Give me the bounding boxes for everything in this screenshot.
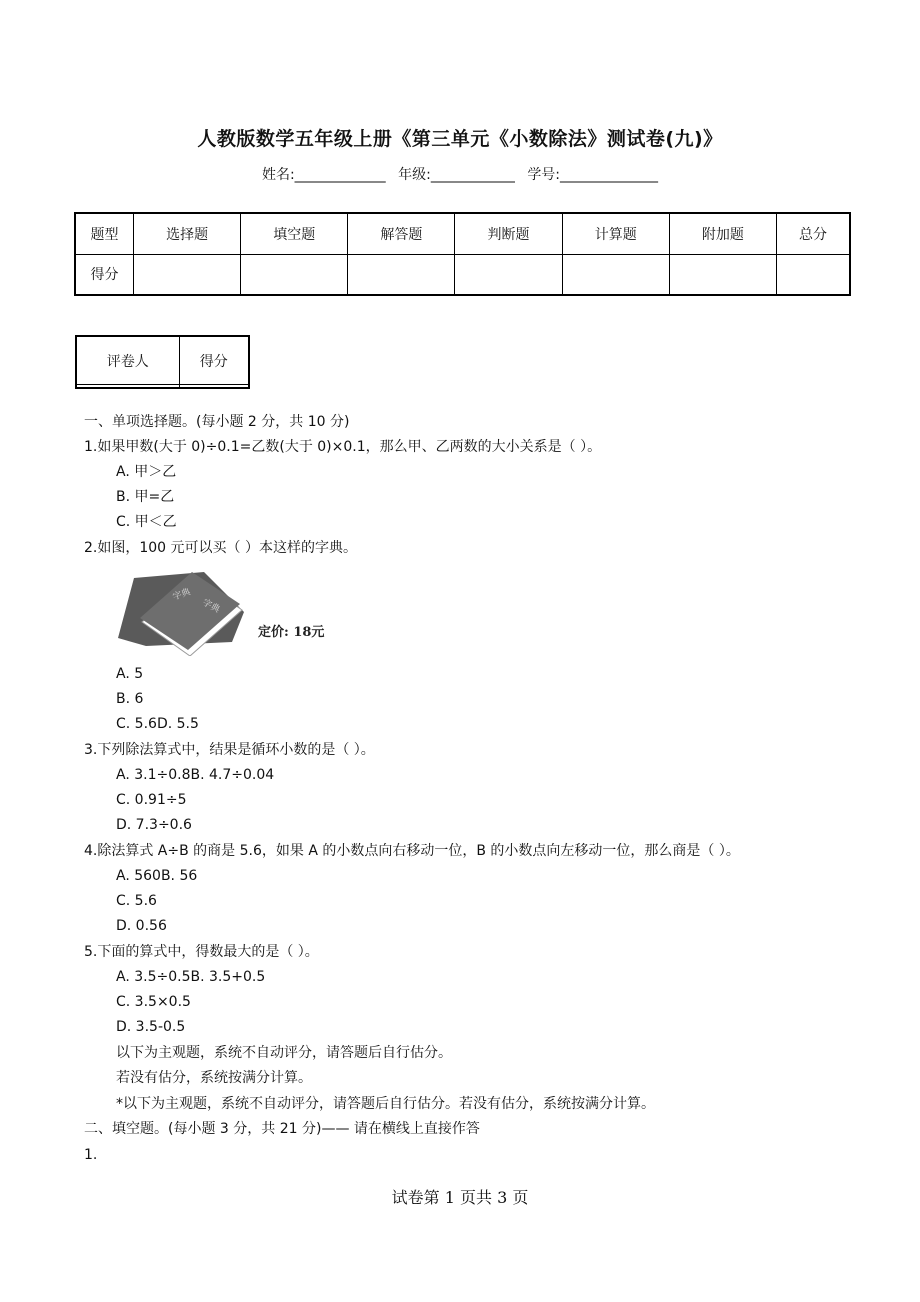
score-table-header-row	[75, 213, 850, 254]
student-info	[0, 164, 920, 184]
grader-header: 评卷人	[76, 336, 179, 385]
grader-cell[interactable]	[76, 385, 179, 388]
score-cell[interactable]	[562, 254, 669, 295]
score-cell[interactable]	[241, 254, 348, 295]
question-4: 4.除法算式 A÷B 的商是 5.6，如果 A 的小数点向右移动一位，B 的小数点向左移动一位，那么商是（ ）。	[84, 843, 740, 859]
q1-option-b[interactable]: B. 甲=乙	[116, 489, 175, 505]
q2-option-b[interactable]: B. 6	[116, 691, 144, 707]
q3-option-ab[interactable]: A. 3.1÷0.8B. 4.7÷0.04	[116, 767, 275, 783]
q3-option-c[interactable]: C. 0.91÷5	[116, 792, 187, 808]
header-cell: 选择题	[134, 213, 241, 254]
book-title-1: 字典	[171, 587, 192, 603]
grader-score-header: 得分	[179, 336, 249, 385]
name-field[interactable]: 姓名:_____________	[261, 167, 386, 183]
q4-option-ab[interactable]: A. 560B. 56	[116, 868, 198, 884]
score-cell[interactable]	[776, 254, 850, 295]
section1-heading: 一、单项选择题。(每小题 2 分，共 10 分)	[84, 414, 350, 430]
score-table	[74, 212, 851, 296]
page-footer: 试卷第 1 页共 3 页	[391, 1188, 529, 1207]
score-cell[interactable]	[134, 254, 241, 295]
q5-option-d[interactable]: D. 3.5-0.5	[116, 1019, 186, 1035]
q5-option-ab[interactable]: A. 3.5÷0.5B. 3.5+0.5	[116, 969, 266, 985]
header-cell: 填空题	[241, 213, 348, 254]
header-cell: 题型	[75, 213, 134, 254]
book-title-2: 字典	[200, 597, 222, 616]
q1-option-c[interactable]: C. 甲＜乙	[116, 514, 177, 530]
q4-option-c[interactable]: C. 5.6	[116, 893, 157, 909]
section2-heading: 二、填空题。(每小题 3 分，共 21 分)—— 请在横线上直接作答	[84, 1121, 480, 1137]
note-combined: *以下为主观题，系统不自动评分，请答题后自行估分。若没有估分，系统按满分计算。	[116, 1096, 655, 1112]
grader-score-cell[interactable]	[179, 385, 249, 388]
question-3: 3.下列除法算式中，结果是循环小数的是（ ）。	[84, 742, 375, 758]
dictionary-image	[116, 570, 338, 656]
header-cell: 判断题	[455, 213, 562, 254]
header-cell: 计算题	[562, 213, 669, 254]
question-1: 1.如果甲数(大于 0)÷0.1=乙数(大于 0)×0.1，那么甲、乙两数的大小关系是（ ）。	[84, 439, 602, 455]
row-label: 得分	[75, 254, 134, 295]
id-field[interactable]: 学号:______________	[527, 167, 659, 183]
q2-option-a[interactable]: A. 5	[116, 666, 144, 682]
section2-question-1: 1.	[84, 1147, 98, 1163]
header-cell: 解答题	[348, 213, 455, 254]
grader-table	[75, 335, 250, 389]
score-table-score-row	[75, 254, 850, 295]
price-label: 定价: 18元	[258, 625, 325, 640]
question-5: 5.下面的算式中，得数最大的是（ ）。	[84, 944, 319, 960]
q5-option-c[interactable]: C. 3.5×0.5	[116, 994, 191, 1010]
score-cell[interactable]	[348, 254, 455, 295]
note-subjective: 以下为主观题，系统不自动评分，请答题后自行估分。	[116, 1045, 452, 1061]
q3-option-d[interactable]: D. 7.3÷0.6	[116, 817, 192, 833]
score-cell[interactable]	[669, 254, 776, 295]
note-full-score: 若没有估分，系统按满分计算。	[116, 1070, 312, 1086]
q4-option-d[interactable]: D. 0.56	[116, 918, 167, 934]
header-cell: 总分	[776, 213, 850, 254]
question-2: 2.如图，100 元可以买（ ）本这样的字典。	[84, 540, 357, 556]
q2-option-cd[interactable]: C. 5.6D. 5.5	[116, 716, 199, 732]
score-cell[interactable]	[455, 254, 562, 295]
q1-option-a[interactable]: A. 甲＞乙	[116, 464, 177, 480]
page-title: 人教版数学五年级上册《第三单元《小数除法》测试卷(九)》	[197, 128, 723, 150]
header-cell: 附加题	[669, 213, 776, 254]
grade-field[interactable]: 年级:____________	[398, 167, 515, 183]
